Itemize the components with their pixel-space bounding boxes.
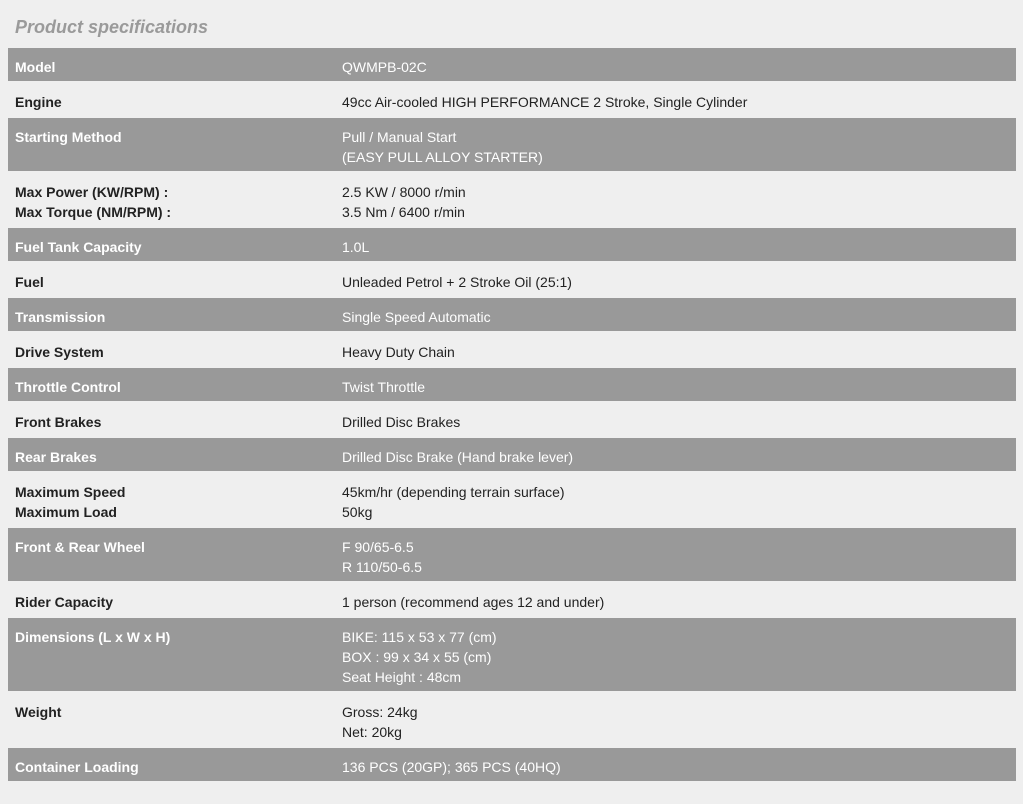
spec-value-line: Heavy Duty Chain (342, 344, 455, 360)
spec-value (334, 403, 1016, 436)
spec-label (8, 48, 334, 81)
spec-value-line: Twist Throttle (342, 379, 425, 395)
spec-value-line: 1 person (recommend ages 12 and under) (342, 594, 605, 610)
spec-row (8, 748, 1016, 783)
spec-row (8, 118, 1016, 173)
spec-value (334, 263, 1016, 296)
spec-value (334, 528, 1016, 581)
spec-label (8, 263, 334, 296)
spec-row (8, 228, 1016, 263)
spec-label-line: Model (15, 59, 56, 75)
spec-value (334, 333, 1016, 366)
spec-label-line: Starting Method (15, 129, 122, 145)
spec-value-line: 50kg (342, 504, 373, 520)
spec-value (334, 748, 1016, 781)
spec-label-line: Maximum Load (15, 504, 117, 520)
spec-label-line: Front Brakes (15, 414, 102, 430)
spec-value (334, 228, 1016, 261)
spec-label (8, 118, 334, 171)
spec-label (8, 693, 334, 746)
spec-label-line: Rider Capacity (15, 594, 114, 610)
spec-label (8, 473, 334, 526)
spec-row (8, 263, 1016, 298)
spec-value (334, 118, 1016, 171)
spec-value-line: QWMPB-02C (342, 59, 427, 75)
spec-value-line: Gross: 24kg (342, 704, 418, 720)
spec-value (334, 618, 1016, 691)
spec-label-line: Fuel (15, 274, 44, 290)
spec-row (8, 333, 1016, 368)
spec-label (8, 528, 334, 581)
spec-label-line: Drive System (15, 344, 104, 360)
spec-value-line: 136 PCS (20GP); 365 PCS (40HQ) (342, 759, 561, 775)
spec-row (8, 693, 1016, 748)
spec-label (8, 583, 334, 616)
spec-value-line: 3.5 Nm / 6400 r/min (342, 204, 465, 220)
spec-row (8, 173, 1016, 228)
spec-value-line: Drilled Disc Brake (Hand brake lever) (342, 449, 574, 465)
spec-label-line: Front & Rear Wheel (15, 539, 145, 555)
spec-label (8, 618, 334, 691)
spec-label (8, 298, 334, 331)
spec-label-line: Transmission (15, 309, 106, 325)
spec-label-line: Engine (15, 94, 62, 110)
spec-value-line: Drilled Disc Brakes (342, 414, 461, 430)
spec-value-line: 49cc Air-cooled HIGH PERFORMANCE 2 Stroke, Single Cylinder (342, 94, 748, 110)
spec-row (8, 583, 1016, 618)
spec-value-line: BOX : 99 x 34 x 55 (cm) (342, 649, 492, 665)
spec-label (8, 228, 334, 261)
spec-value-line: Single Speed Automatic (342, 309, 491, 325)
spec-row (8, 528, 1016, 583)
spec-row (8, 438, 1016, 473)
spec-label-line: Weight (15, 704, 62, 720)
spec-value (334, 583, 1016, 616)
spec-row (8, 403, 1016, 438)
spec-label (8, 368, 334, 401)
spec-label (8, 748, 334, 781)
spec-value-line: BIKE: 115 x 53 x 77 (cm) (342, 629, 497, 645)
section-title: Product specifications (15, 17, 209, 37)
spec-row (8, 83, 1016, 118)
spec-row (8, 618, 1016, 693)
spec-value-line: Net: 20kg (342, 724, 402, 740)
spec-label-line: Maximum Speed (15, 484, 126, 500)
spec-value-line: Seat Height : 48cm (342, 669, 462, 685)
spec-label (8, 438, 334, 471)
spec-row (8, 298, 1016, 333)
spec-value-line: Unleaded Petrol + 2 Stroke Oil (25:1) (342, 274, 572, 290)
spec-label-line: Dimensions (L x W x H) (15, 629, 171, 645)
spec-label-line: Max Torque (NM/RPM) : (15, 204, 172, 220)
spec-value-line: (EASY PULL ALLOY STARTER) (342, 149, 543, 165)
spec-value (334, 473, 1016, 526)
spec-value-line: R 110/50-6.5 (342, 559, 422, 575)
spec-value-line: 1.0L (342, 239, 370, 255)
spec-value (334, 83, 1016, 116)
spec-value (334, 173, 1016, 226)
spec-row (8, 368, 1016, 403)
spec-value (334, 438, 1016, 471)
spec-label-line: Throttle Control (15, 379, 121, 395)
spec-label-line: Container Loading (15, 759, 139, 775)
spec-label (8, 333, 334, 366)
spec-row (8, 473, 1016, 528)
spec-row (8, 48, 1016, 83)
spec-value-line: F 90/65-6.5 (342, 539, 414, 555)
spec-label (8, 173, 334, 226)
spec-value-line: 45km/hr (depending terrain surface) (342, 484, 565, 500)
spec-label-line: Max Power (KW/RPM) : (15, 184, 169, 200)
spec-value (334, 368, 1016, 401)
spec-value (334, 48, 1016, 81)
spec-value-line: Pull / Manual Start (342, 129, 457, 145)
spec-label (8, 83, 334, 116)
specifications-table (8, 48, 1016, 783)
spec-value (334, 298, 1016, 331)
spec-value (334, 693, 1016, 746)
spec-label (8, 403, 334, 436)
spec-label-line: Fuel Tank Capacity (15, 239, 142, 255)
spec-value-line: 2.5 KW / 8000 r/min (342, 184, 466, 200)
spec-label-line: Rear Brakes (15, 449, 97, 465)
